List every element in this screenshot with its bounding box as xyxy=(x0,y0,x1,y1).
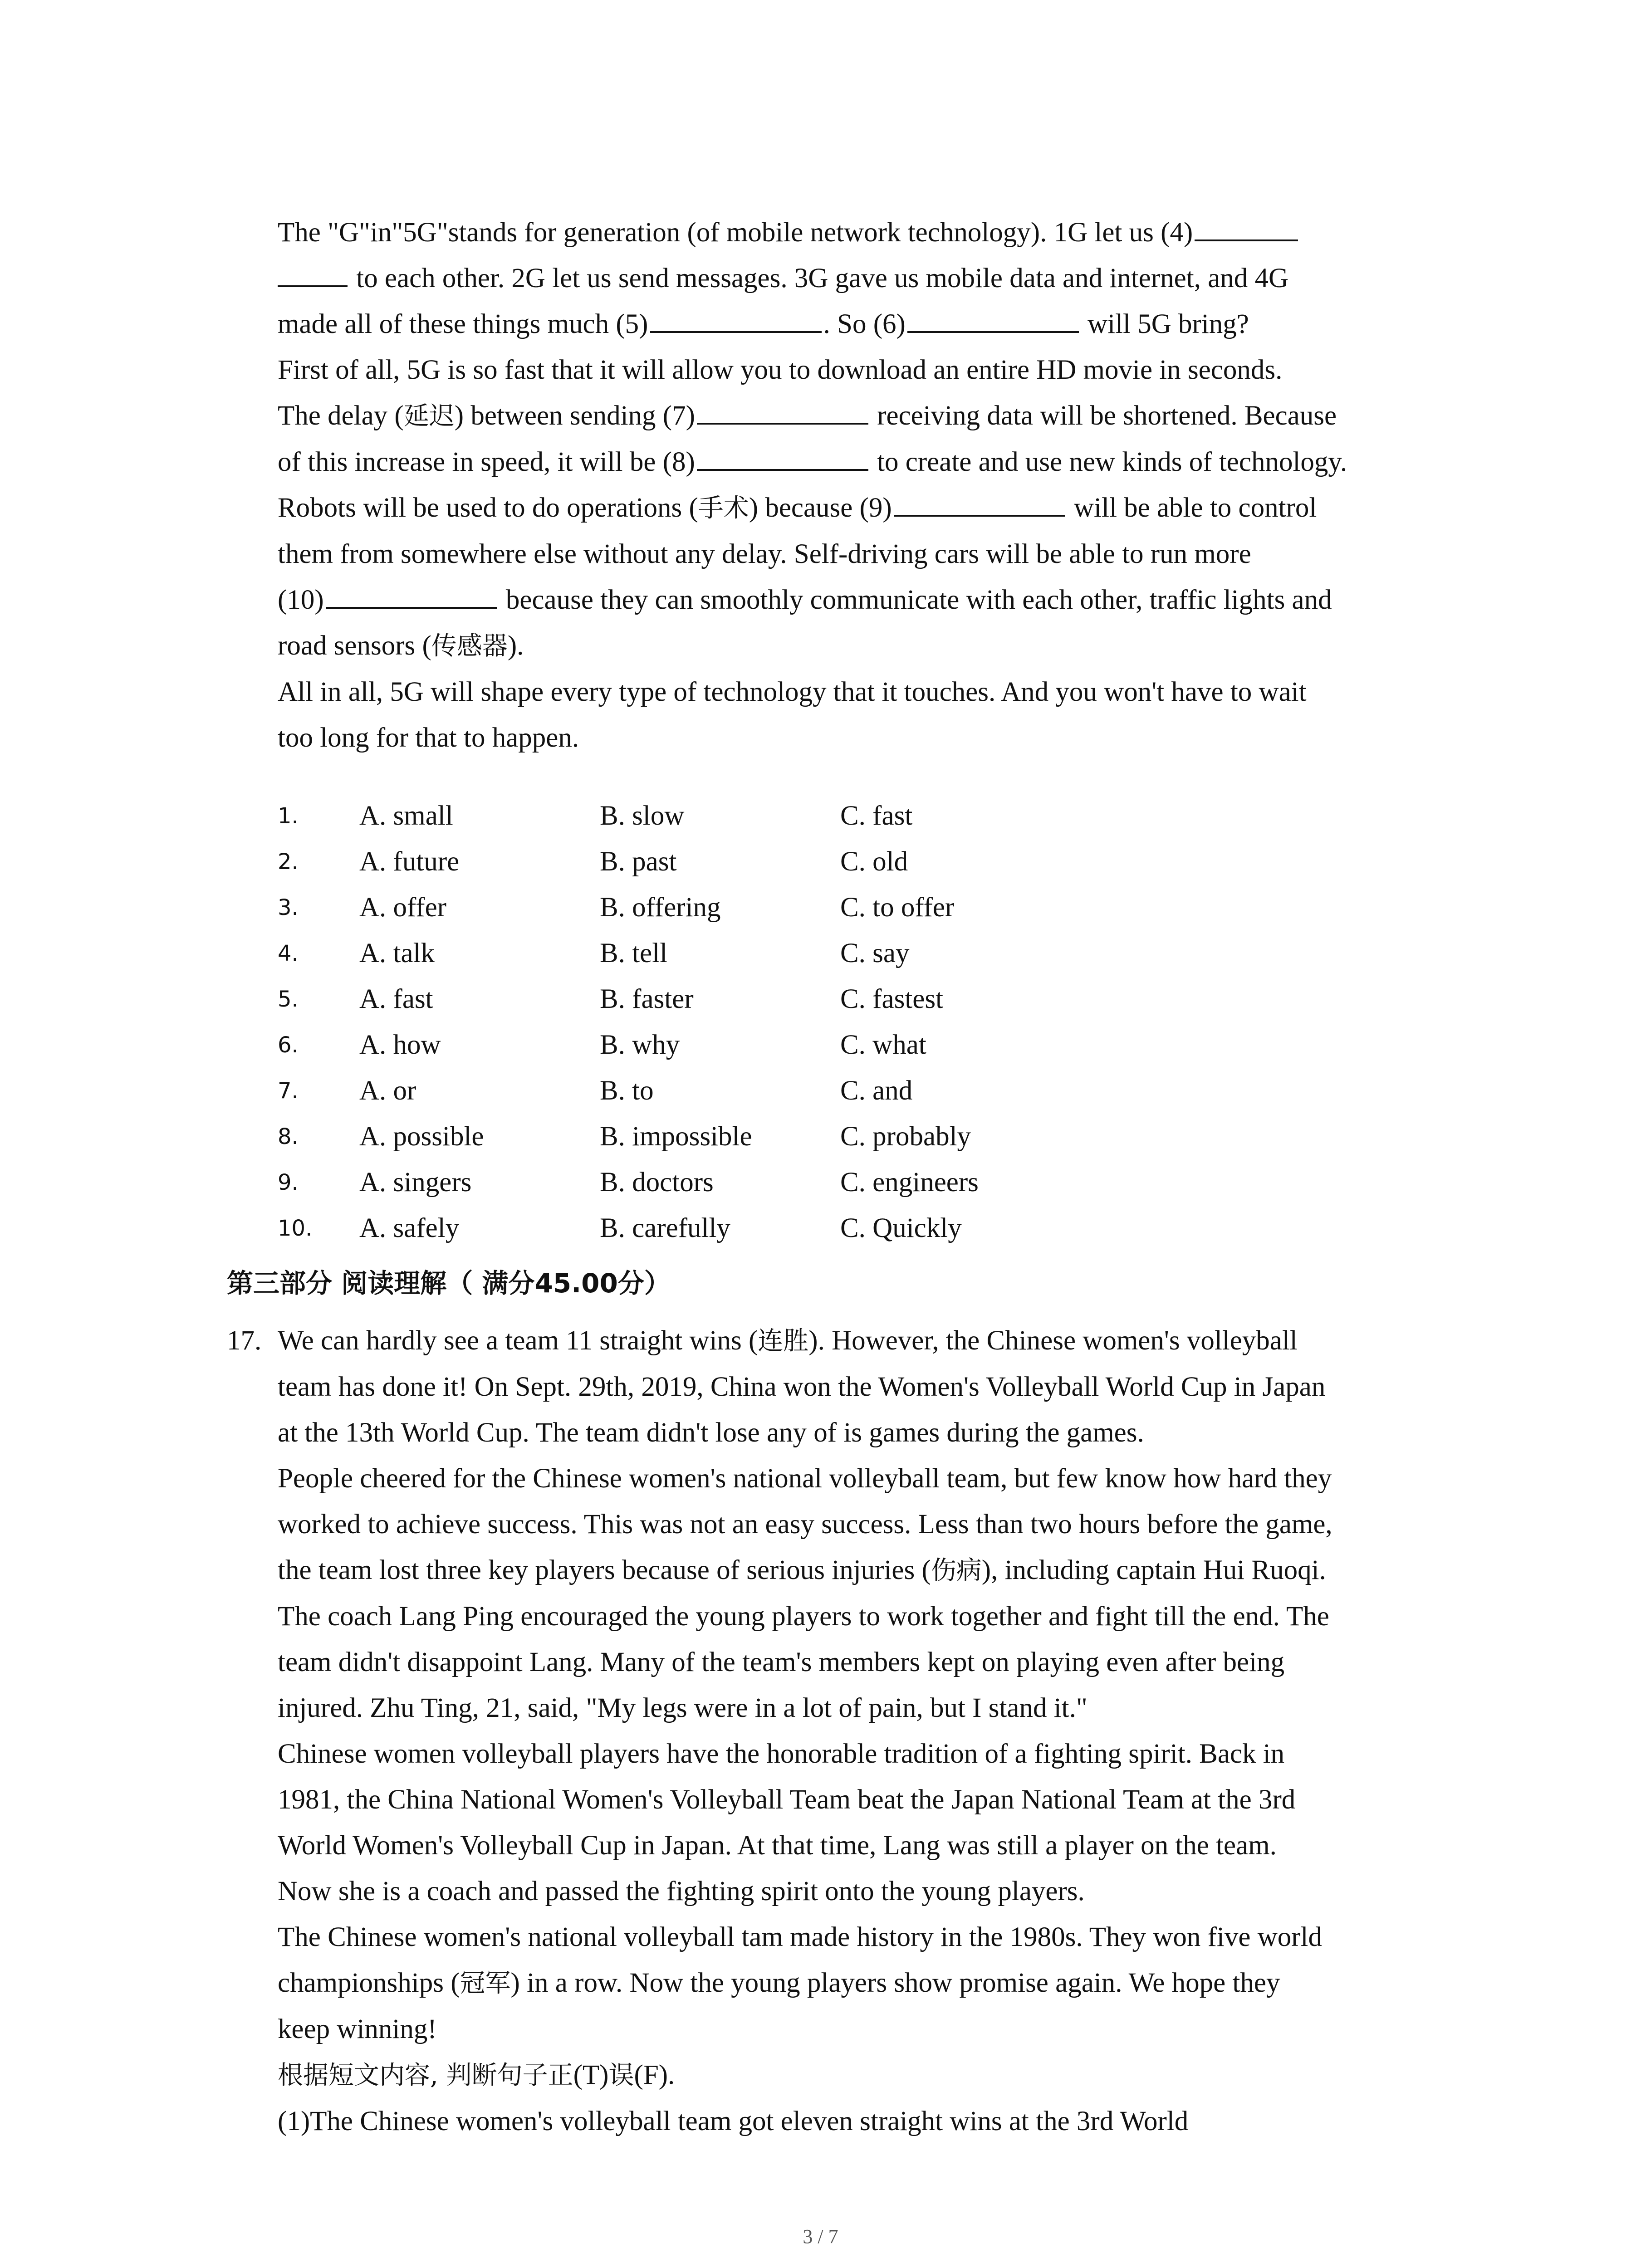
option-a: A. how xyxy=(359,1029,441,1060)
passage-line: The Chinese women's national volleyball tam made history in the 1980s. They won five world xyxy=(278,1922,1323,1952)
instruction-text: 误 xyxy=(608,2061,634,2090)
option-row xyxy=(278,1159,1457,1205)
passage-text: ) between sending (7) xyxy=(454,401,695,431)
chinese-gloss: 传感器 xyxy=(431,631,508,661)
option-a: A. singers xyxy=(359,1167,472,1198)
passage-line xyxy=(278,439,1475,485)
option-b: B. faster xyxy=(600,983,694,1014)
option-b: B. impossible xyxy=(600,1121,752,1152)
option-c: C. and xyxy=(840,1075,913,1106)
passage-text: because they can smoothly communicate with each other, traffic lights and xyxy=(499,585,1332,615)
option-a: A. offer xyxy=(359,892,446,923)
passage-line xyxy=(278,669,1475,715)
passage-line: keep winning! xyxy=(278,2014,437,2044)
passage-line: Now she is a coach and passed the fighting spirit onto the young players. xyxy=(278,1876,1085,1906)
option-number: 9. xyxy=(278,1169,299,1195)
passage-text: them from somewhere else without any delay. Self-driving cars will be able to run more xyxy=(278,539,1251,569)
passage-text: The delay ( xyxy=(278,401,404,431)
instruction-text: (T) xyxy=(573,2060,609,2090)
option-number: 8. xyxy=(278,1124,299,1149)
question-number: 17. xyxy=(227,1325,262,1356)
passage-text: . So (6) xyxy=(823,309,906,339)
passage-line: World Women's Volleyball Cup in Japan. At that time, Lang was still a player on the team. xyxy=(278,1830,1277,1861)
option-a: A. possible xyxy=(359,1121,484,1152)
passage-text: the team lost three key players because of serious injuries ( xyxy=(278,1555,931,1585)
option-row xyxy=(278,885,1457,930)
option-b: B. why xyxy=(600,1029,680,1060)
passage-text: ), including captain Hui Ruoqi. xyxy=(981,1555,1326,1585)
option-c: C. fast xyxy=(840,800,913,831)
option-b: B. to xyxy=(600,1075,654,1106)
passage-text: to each other. 2G let us send messages. 3G gave us mobile data and internet, and 4G xyxy=(349,263,1289,293)
passage-line: team has done it! On Sept. 29th, 2019, China won the Women's Volleyball World Cup in Japan xyxy=(278,1372,1326,1402)
question-17 xyxy=(227,1318,1332,2144)
passage-text: championships ( xyxy=(278,1968,460,1998)
option-row xyxy=(278,976,1457,1022)
passage-text: ) in a row. Now the young players show promise again. We hope they xyxy=(510,1968,1280,1998)
passage-text: Robots will be used to do operations ( xyxy=(278,493,698,523)
passage-line xyxy=(278,485,1475,531)
answer-blank xyxy=(697,443,868,471)
option-a: A. small xyxy=(359,800,453,831)
passage-text: (10) xyxy=(278,585,324,615)
option-b: B. offering xyxy=(600,892,721,923)
option-c: C. Quickly xyxy=(840,1212,962,1243)
option-a: A. safely xyxy=(359,1212,460,1243)
option-row xyxy=(278,1114,1457,1159)
option-b: B. slow xyxy=(600,800,685,831)
passage-line: 1981, the China National Women's Volleyball Team beat the Japan National Team at the 3rd xyxy=(278,1784,1296,1815)
question-first-line xyxy=(227,1318,1332,1364)
chinese-gloss: 延迟 xyxy=(403,401,455,431)
passage-text: road sensors ( xyxy=(278,631,431,661)
chinese-gloss: 手术 xyxy=(698,494,749,523)
section-title: 第三部分 阅读理解（ 满分45.00分） xyxy=(227,1268,671,1299)
passage-text: made all of these things much (5) xyxy=(278,309,648,339)
option-c: C. old xyxy=(840,846,908,877)
passage-line: The coach Lang Ping encouraged the young players to work together and fight till the end. The xyxy=(278,1601,1329,1632)
answer-blank xyxy=(697,396,868,425)
option-row xyxy=(278,1205,1457,1251)
passage-line: worked to achieve success. This was not an easy success. Less than two hours before the game, xyxy=(278,1509,1332,1540)
passage-line: People cheered for the Chinese women's national volleyball team, but few know how hard they xyxy=(278,1463,1332,1494)
answer-blank xyxy=(326,581,497,609)
passage-line xyxy=(278,393,1475,439)
option-c: C. say xyxy=(840,938,910,968)
passage-text: receiving data will be shortened. Because xyxy=(870,401,1337,431)
answer-blank xyxy=(650,305,822,333)
option-c: C. engineers xyxy=(840,1167,979,1198)
option-number: 5. xyxy=(278,986,299,1012)
passage-text: ). xyxy=(507,631,524,661)
passage-line xyxy=(278,1547,1332,1593)
answer-blank xyxy=(894,489,1065,517)
option-number: 3. xyxy=(278,894,299,920)
reading-passage xyxy=(278,1364,1332,2144)
passage-line xyxy=(278,301,1475,347)
option-row xyxy=(278,793,1457,839)
passage-line xyxy=(278,623,1475,669)
option-a: A. future xyxy=(359,846,460,877)
passage-text: to create and use new kinds of technology. xyxy=(870,447,1347,477)
answer-options-list xyxy=(278,793,1457,1251)
passage-text: will be able to control xyxy=(1067,493,1317,523)
passage-line xyxy=(278,577,1475,623)
passage-line xyxy=(278,531,1475,577)
instruction-line xyxy=(278,2052,1332,2098)
cloze-passage xyxy=(278,210,1475,761)
true-false-statement: (1)The Chinese women's volleyball team got eleven straight wins at the 3rd World xyxy=(278,2106,1189,2136)
chinese-gloss: 冠军 xyxy=(460,1969,511,1998)
option-number: 1. xyxy=(278,803,299,829)
passage-text: will 5G bring? xyxy=(1080,309,1249,339)
passage-text: too long for that to happen. xyxy=(278,723,579,753)
passage-text: All in all, 5G will shape every type of technology that it touches. And you won't have to wait xyxy=(278,677,1307,707)
answer-blank xyxy=(278,259,348,287)
passage-line xyxy=(278,715,1475,761)
answer-blank xyxy=(907,305,1079,333)
passage-text: The "G"in"5G"stands for generation (of mobile network technology). 1G let us (4) xyxy=(278,217,1193,248)
option-number: 6. xyxy=(278,1032,299,1058)
answer-blank xyxy=(1195,213,1298,241)
option-b: B. doctors xyxy=(600,1167,714,1198)
passage-line: team didn't disappoint Lang. Many of the team's members kept on playing even after being xyxy=(278,1647,1285,1677)
passage-text: of this increase in speed, it will be (8) xyxy=(278,447,695,477)
option-row xyxy=(278,839,1457,885)
option-row xyxy=(278,1068,1457,1114)
passage-line xyxy=(278,1960,1332,2006)
option-b: B. tell xyxy=(600,938,668,968)
passage-text: First of all, 5G is so fast that it will allow you to download an entire HD movie in seconds. xyxy=(278,355,1283,385)
option-b: B. carefully xyxy=(600,1212,730,1243)
option-c: C. fastest xyxy=(840,983,944,1014)
option-number: 2. xyxy=(278,849,299,875)
instruction-text: 根据短文内容, 判断句子正 xyxy=(278,2061,573,2090)
instruction-text: (F). xyxy=(634,2060,675,2090)
passage-text: ). However, the Chinese women's volleyball xyxy=(808,1325,1298,1356)
option-a: A. talk xyxy=(359,938,435,968)
option-row xyxy=(278,930,1457,976)
passage-line: at the 13th World Cup. The team didn't lose any of is games during the games. xyxy=(278,1418,1144,1448)
option-number: 10. xyxy=(278,1215,313,1241)
option-a: A. fast xyxy=(359,983,433,1014)
passage-text: We can hardly see a team 11 straight wins ( xyxy=(278,1325,758,1356)
chinese-gloss: 伤病 xyxy=(931,1556,982,1585)
passage-text: ) because (9) xyxy=(749,493,892,523)
passage-line: injured. Zhu Ting, 21, said, "My legs were in a lot of pain, but I stand it." xyxy=(278,1693,1087,1723)
page-number: 3 / 7 xyxy=(803,2225,838,2248)
option-b: B. past xyxy=(600,846,677,877)
option-a: A. or xyxy=(359,1075,416,1106)
option-c: C. to offer xyxy=(840,892,955,923)
option-c: C. probably xyxy=(840,1121,971,1152)
passage-line xyxy=(278,1318,1298,1364)
chinese-gloss: 连胜 xyxy=(758,1326,809,1356)
option-row xyxy=(278,1022,1457,1068)
passage-line xyxy=(278,347,1475,393)
passage-line: Chinese women volleyball players have the honorable tradition of a fighting spirit. Back in xyxy=(278,1739,1285,1769)
passage-line xyxy=(278,210,1475,255)
option-number: 4. xyxy=(278,940,299,966)
option-c: C. what xyxy=(840,1029,926,1060)
passage-line xyxy=(278,255,1475,301)
option-number: 7. xyxy=(278,1078,299,1104)
